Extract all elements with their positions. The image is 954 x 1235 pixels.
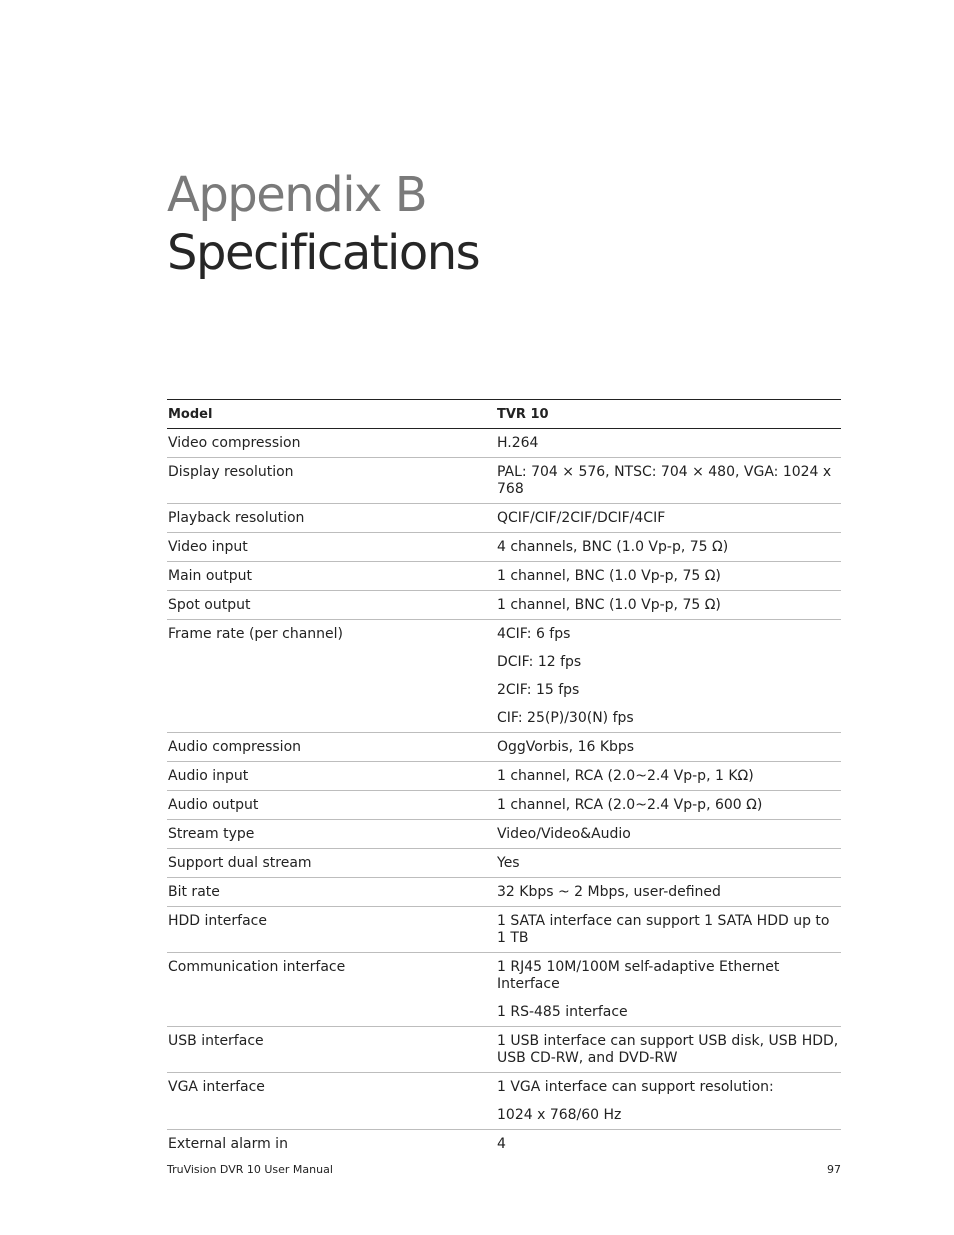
spec-label: Support dual stream: [168, 855, 312, 871]
spec-label: Playback resolution: [168, 510, 305, 526]
spec-label: VGA interface: [168, 1079, 265, 1095]
spec-values: [497, 849, 841, 877]
spec-label: Main output: [168, 568, 253, 584]
spec-label: Frame rate (per channel): [168, 626, 343, 642]
spec-value: 1 RS-485 interface: [497, 1004, 628, 1020]
spec-value: 1 channel, RCA (2.0~2.4 Vp-p, 1 KΩ): [497, 768, 754, 784]
table-row: [167, 849, 841, 878]
table-row: [167, 1073, 841, 1130]
spec-value: 4: [497, 1136, 506, 1152]
spec-value: 4CIF: 6 fps: [497, 626, 571, 642]
spec-values: [497, 791, 841, 819]
spec-value: 32 Kbps ~ 2 Mbps, user-defined: [497, 884, 721, 900]
page-heading: [167, 166, 479, 282]
spec-values: [497, 458, 841, 503]
table-row: [167, 562, 841, 591]
spec-values: [497, 878, 841, 906]
spec-value: Video/Video&Audio: [497, 826, 631, 842]
spec-label: Display resolution: [168, 464, 294, 480]
specifications-table: [167, 399, 841, 1158]
spec-label: Video compression: [168, 435, 301, 451]
table-row: [167, 1130, 841, 1158]
spec-values: [497, 1073, 841, 1129]
footer-manual-title: TruVision DVR 10 User Manual: [167, 1163, 333, 1176]
spec-values: [497, 1027, 841, 1072]
spec-value: OggVorbis, 16 Kbps: [497, 739, 635, 755]
header-value: TVR 10: [497, 407, 549, 422]
spec-values: [497, 429, 841, 457]
spec-value: QCIF/CIF/2CIF/DCIF/4CIF: [497, 510, 666, 526]
spec-values: [497, 562, 841, 590]
spec-label: Spot output: [168, 597, 251, 613]
spec-value: 4 channels, BNC (1.0 Vp-p, 75 Ω): [497, 539, 729, 555]
spec-value: PAL: 704 × 576, NTSC: 704 × 480, VGA: 1024 x 768: [497, 464, 832, 497]
spec-values: [497, 1130, 841, 1158]
spec-values: [497, 504, 841, 532]
table-row: [167, 820, 841, 849]
spec-value: CIF: 25(P)/30(N) fps: [497, 710, 634, 726]
spec-label: USB interface: [168, 1033, 264, 1049]
table-row: [167, 733, 841, 762]
spec-values: [497, 591, 841, 619]
footer-page-number: 97: [827, 1163, 841, 1176]
header-values: [497, 400, 841, 428]
spec-value: H.264: [497, 435, 539, 451]
spec-label: Audio compression: [168, 739, 302, 755]
header-label: Model: [168, 407, 213, 422]
spec-values: [497, 533, 841, 561]
spec-value: DCIF: 12 fps: [497, 654, 582, 670]
spec-values: [497, 733, 841, 761]
spec-values: [497, 820, 841, 848]
table-body: [167, 429, 841, 1158]
table-row: [167, 620, 841, 733]
table-row: [167, 907, 841, 953]
spec-value: 1 VGA interface can support resolution:: [497, 1079, 774, 1095]
table-row: [167, 878, 841, 907]
spec-values: [497, 620, 841, 732]
spec-value: 1 channel, BNC (1.0 Vp-p, 75 Ω): [497, 597, 721, 613]
spec-values: [497, 953, 841, 1026]
table-row: [167, 1027, 841, 1073]
spec-label: Communication interface: [168, 959, 346, 975]
spec-label: External alarm in: [168, 1136, 288, 1152]
table-row: [167, 458, 841, 504]
table-row: [167, 953, 841, 1027]
spec-value: 2CIF: 15 fps: [497, 682, 580, 698]
spec-value: Yes: [497, 855, 520, 871]
table-row: [167, 791, 841, 820]
spec-value: 1 channel, BNC (1.0 Vp-p, 75 Ω): [497, 568, 721, 584]
table-row: [167, 504, 841, 533]
spec-value: 1 channel, RCA (2.0~2.4 Vp-p, 600 Ω): [497, 797, 763, 813]
table-header-row: [167, 400, 841, 429]
appendix-label: Appendix B: [167, 167, 427, 223]
spec-label: Bit rate: [168, 884, 220, 900]
table-row: [167, 762, 841, 791]
table-row: [167, 533, 841, 562]
page-title: Specifications: [167, 225, 480, 281]
spec-value: 1 RJ45 10M/100M self-adaptive Ethernet Interface: [497, 959, 780, 992]
table-row: [167, 591, 841, 620]
spec-label: Audio output: [168, 797, 259, 813]
table-row: [167, 429, 841, 458]
spec-values: [497, 762, 841, 790]
spec-label: Video input: [168, 539, 248, 555]
spec-value: 1 USB interface can support USB disk, USB HDD, USB CD-RW, and DVD-RW: [497, 1033, 839, 1066]
spec-label: Stream type: [168, 826, 255, 842]
spec-value: 1 SATA interface can support 1 SATA HDD up to 1 TB: [497, 913, 830, 946]
spec-values: [497, 907, 841, 952]
spec-label: HDD interface: [168, 913, 267, 929]
spec-value: 1024 x 768/60 Hz: [497, 1107, 622, 1123]
spec-label: Audio input: [168, 768, 249, 784]
